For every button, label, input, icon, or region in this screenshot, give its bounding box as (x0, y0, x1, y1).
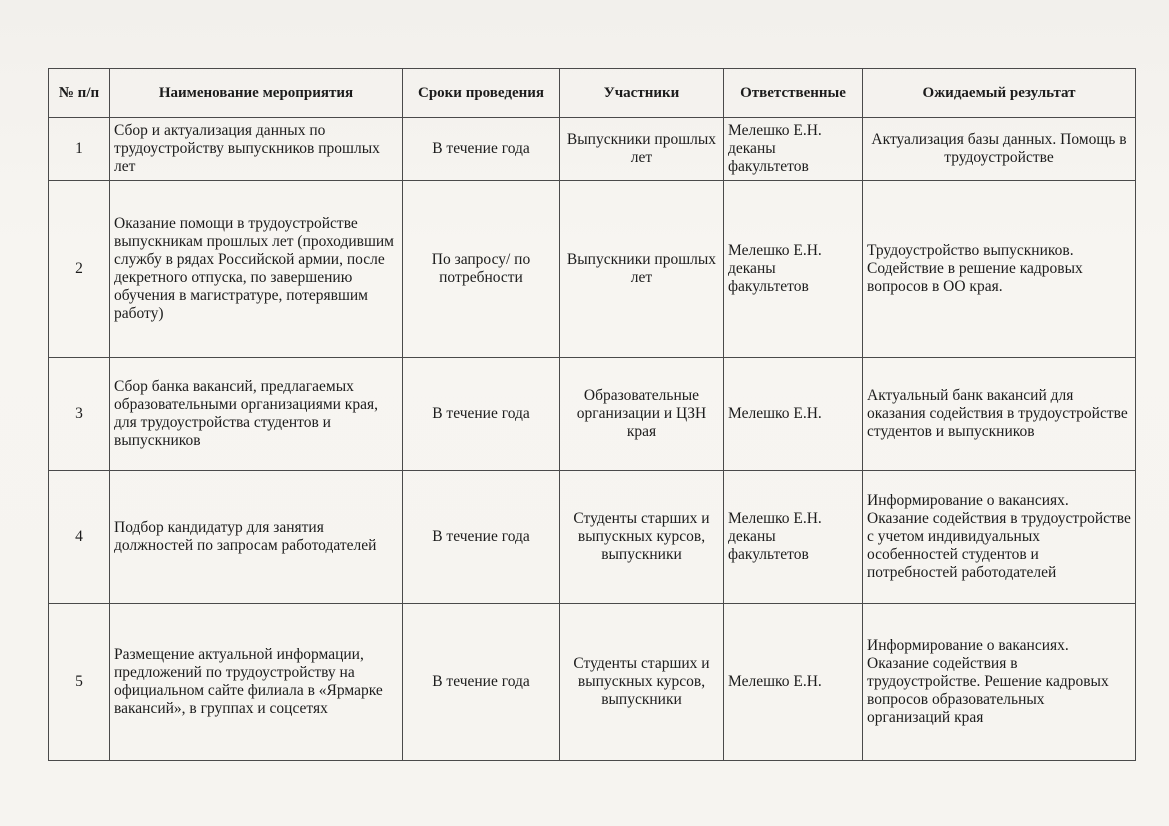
header-responsible: Ответственные (724, 69, 863, 118)
cell-dates: В течение года (403, 604, 560, 761)
table-row (49, 358, 1136, 471)
cell-name: Сбор банка вакансий, предлагаемых образовательными организациями края, для трудоустройства студентов и выпускников (110, 358, 403, 471)
header-dates: Сроки проведения (403, 69, 560, 118)
cell-participants: Студенты старших и выпускных курсов, выпускники (560, 471, 724, 604)
cell-dates: В течение года (403, 118, 560, 181)
cell-result: Актуальный банк вакансий для оказания содействия в трудоустройстве студентов и выпускников (863, 358, 1136, 471)
table-row (49, 604, 1136, 761)
cell-responsible: Мелешко Е.Н. (724, 358, 863, 471)
cell-participants: Образовательные организации и ЦЗН края (560, 358, 724, 471)
cell-responsible: Мелешко Е.Н. деканы факультетов (724, 118, 863, 181)
table-row (49, 118, 1136, 181)
cell-participants: Выпускники прошлых лет (560, 118, 724, 181)
cell-num: 1 (49, 118, 110, 181)
cell-num: 5 (49, 604, 110, 761)
cell-num: 3 (49, 358, 110, 471)
header-result: Ожидаемый результат (863, 69, 1136, 118)
table-row (49, 181, 1136, 358)
table-row (49, 471, 1136, 604)
cell-result: Информирование о вакансиях. Оказание содействия в трудоустройстве с учетом индивидуальных особенностей студентов и потребностей работодателей (863, 471, 1136, 604)
cell-num: 4 (49, 471, 110, 604)
cell-result: Информирование о вакансиях. Оказание содействия в трудоустройстве. Решение кадровых вопросов образовательных организаций края (863, 604, 1136, 761)
cell-responsible: Мелешко Е.Н. деканы факультетов (724, 181, 863, 358)
events-table (48, 68, 1136, 761)
cell-num: 2 (49, 181, 110, 358)
table-header-row (49, 69, 1136, 118)
cell-dates: В течение года (403, 471, 560, 604)
cell-participants: Студенты старших и выпускных курсов, выпускники (560, 604, 724, 761)
cell-result: Трудоустройство выпускников. Содействие в решение кадровых вопросов в ОО края. (863, 181, 1136, 358)
cell-name: Сбор и актуализация данных по трудоустройству выпускников прошлых лет (110, 118, 403, 181)
header-name: Наименование мероприятия (110, 69, 403, 118)
cell-name: Размещение актуальной информации, предложений по трудоустройству на официальном сайте филиала в «Ярмарке вакансий», в группах и соцсетях (110, 604, 403, 761)
header-participants: Участники (560, 69, 724, 118)
cell-dates: По запросу/ по потребности (403, 181, 560, 358)
cell-name: Оказание помощи в трудоустройстве выпускникам прошлых лет (проходившим службу в рядах Российской армии, после декретного отпуска, по завершению обучения в магистратуре, потерявшим работу) (110, 181, 403, 358)
cell-responsible: Мелешко Е.Н. деканы факультетов (724, 471, 863, 604)
cell-name: Подбор кандидатур для занятия должностей по запросам работодателей (110, 471, 403, 604)
cell-responsible: Мелешко Е.Н. (724, 604, 863, 761)
header-num: № п/п (49, 69, 110, 118)
cell-result: Актуализация базы данных. Помощь в трудоустройстве (863, 118, 1136, 181)
cell-participants: Выпускники прошлых лет (560, 181, 724, 358)
cell-dates: В течение года (403, 358, 560, 471)
